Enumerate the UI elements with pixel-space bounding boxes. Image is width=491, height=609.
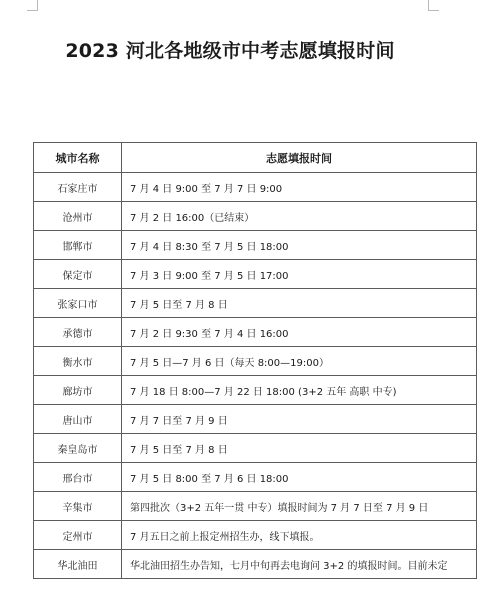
table-row (34, 376, 477, 405)
time-cell: 7 月 2 日 16:00（已结束） (122, 202, 477, 231)
schedule-table (33, 142, 477, 579)
table-row (34, 260, 477, 289)
city-cell: 唐山市 (34, 405, 122, 434)
time-cell: 7 月 5 日至 7 月 8 日 (122, 434, 477, 463)
table-row (34, 318, 477, 347)
table-row (34, 550, 477, 579)
page-corner-mark-left (27, 0, 38, 11)
table-row (34, 202, 477, 231)
city-cell: 廊坊市 (34, 376, 122, 405)
page-corner-mark-right (428, 0, 439, 11)
table-header-row (34, 143, 477, 173)
city-cell: 张家口市 (34, 289, 122, 318)
city-cell: 邯郸市 (34, 231, 122, 260)
time-cell: 7 月 5 日—7 月 6 日（每天 8:00—19:00） (122, 347, 477, 376)
time-cell: 7 月 2 日 9:30 至 7 月 4 日 16:00 (122, 318, 477, 347)
time-cell: 7 月 5 日至 7 月 8 日 (122, 289, 477, 318)
table-row (34, 173, 477, 202)
time-cell: 第四批次（3+2 五年一贯 中专）填报时间为 7 月 7 日至 7 月 9 日 (122, 492, 477, 521)
time-cell: 7 月 18 日 8:00—7 月 22 日 18:00 (3+2 五年 高职 中专) (122, 376, 477, 405)
city-cell: 沧州市 (34, 202, 122, 231)
time-cell: 7 月 4 日 9:00 至 7 月 7 日 9:00 (122, 173, 477, 202)
city-cell: 辛集市 (34, 492, 122, 521)
header-time: 志愿填报时间 (122, 143, 477, 173)
city-cell: 承德市 (34, 318, 122, 347)
table-row (34, 289, 477, 318)
header-city: 城市名称 (34, 143, 122, 173)
city-cell: 定州市 (34, 521, 122, 550)
table-row (34, 231, 477, 260)
table-row (34, 492, 477, 521)
time-cell: 7 月 7 日至 7 月 9 日 (122, 405, 477, 434)
time-cell: 华北油田招生办告知，七月中旬再去电询问 3+2 的填报时间。目前未定 (122, 550, 477, 579)
time-cell: 7 月 5 日 8:00 至 7 月 6 日 18:00 (122, 463, 477, 492)
table-row (34, 434, 477, 463)
city-cell: 秦皇岛市 (34, 434, 122, 463)
city-cell: 保定市 (34, 260, 122, 289)
time-cell: 7 月 3 日 9:00 至 7 月 5 日 17:00 (122, 260, 477, 289)
city-cell: 石家庄市 (34, 173, 122, 202)
table-row (34, 405, 477, 434)
time-cell: 7 月五日之前上报定州招生办，线下填报。 (122, 521, 477, 550)
city-cell: 衡水市 (34, 347, 122, 376)
city-cell: 华北油田 (34, 550, 122, 579)
table-row (34, 521, 477, 550)
table-row (34, 463, 477, 492)
city-cell: 邢台市 (34, 463, 122, 492)
document-title: 2023 河北各地级市中考志愿填报时间 (65, 40, 395, 62)
table-row (34, 347, 477, 376)
time-cell: 7 月 4 日 8:30 至 7 月 5 日 18:00 (122, 231, 477, 260)
